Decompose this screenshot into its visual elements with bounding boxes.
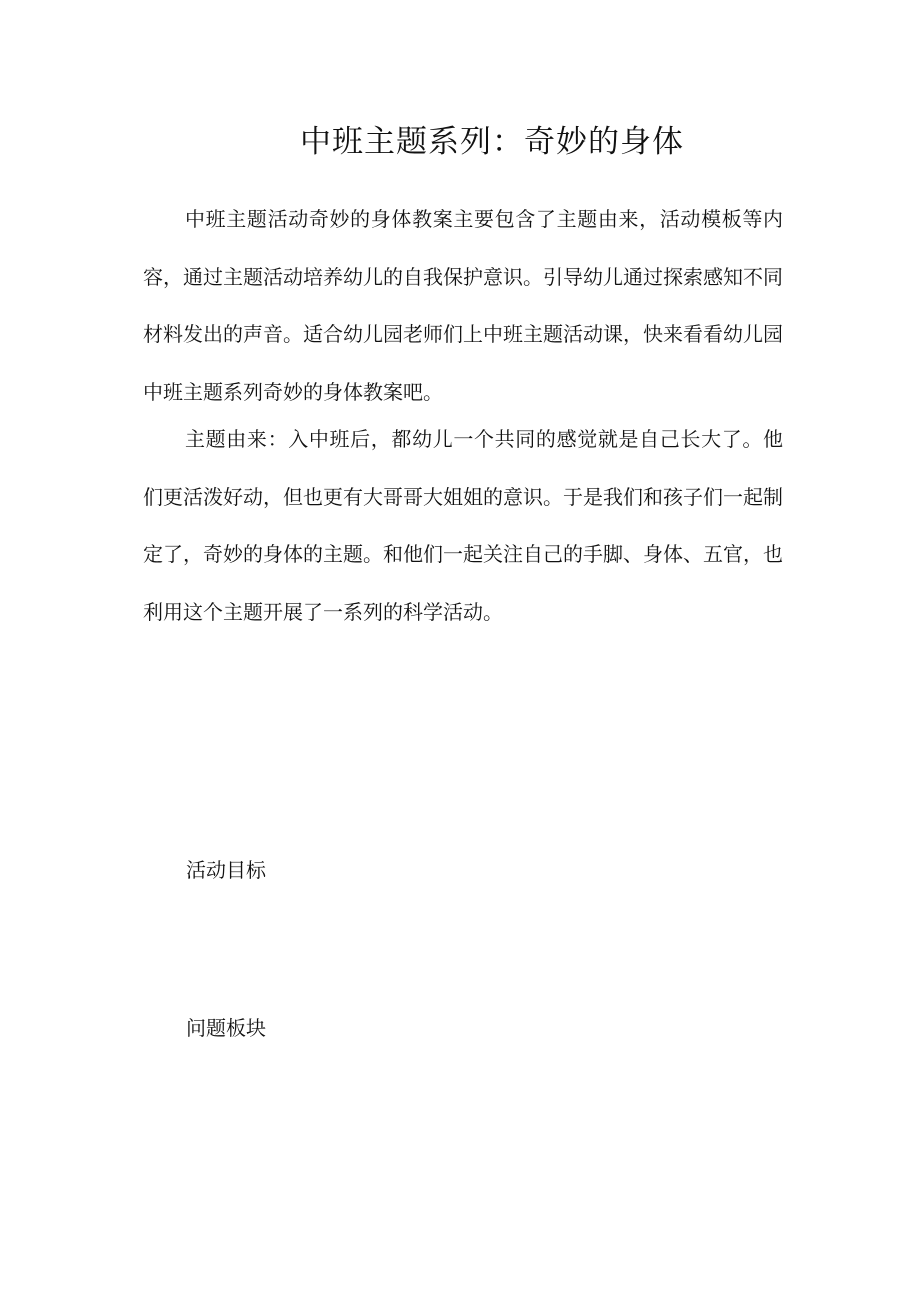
theme-origin-paragraph: 主题由来：入中班后，都幼儿一个共同的感觉就是自己长大了。他们更活泼好动，但也更有大哥哥大姐姐的意识。于是我们和孩子们一起制定了，奇妙的身体的主题。和他们一起关注自己的手脚、身体、五官，也利用这个主题开展了一系列的科学活动。 — [143, 427, 783, 624]
document-title: 中班主题系列：奇妙的身体 — [300, 124, 684, 160]
section-heading-problem-block: 问题板块 — [186, 1016, 266, 1040]
section-heading-activity-goals: 活动目标 — [186, 858, 266, 882]
intro-paragraph: 中班主题活动奇妙的身体教案主要包含了主题由来，活动模板等内容，通过主题活动培养幼儿的自我保护意识。引导幼儿通过探索感知不同材料发出的声音。适合幼儿园老师们上中班主题活动课，快来看看幼儿园中班主题系列奇妙的身体教案吧。 — [143, 207, 783, 404]
